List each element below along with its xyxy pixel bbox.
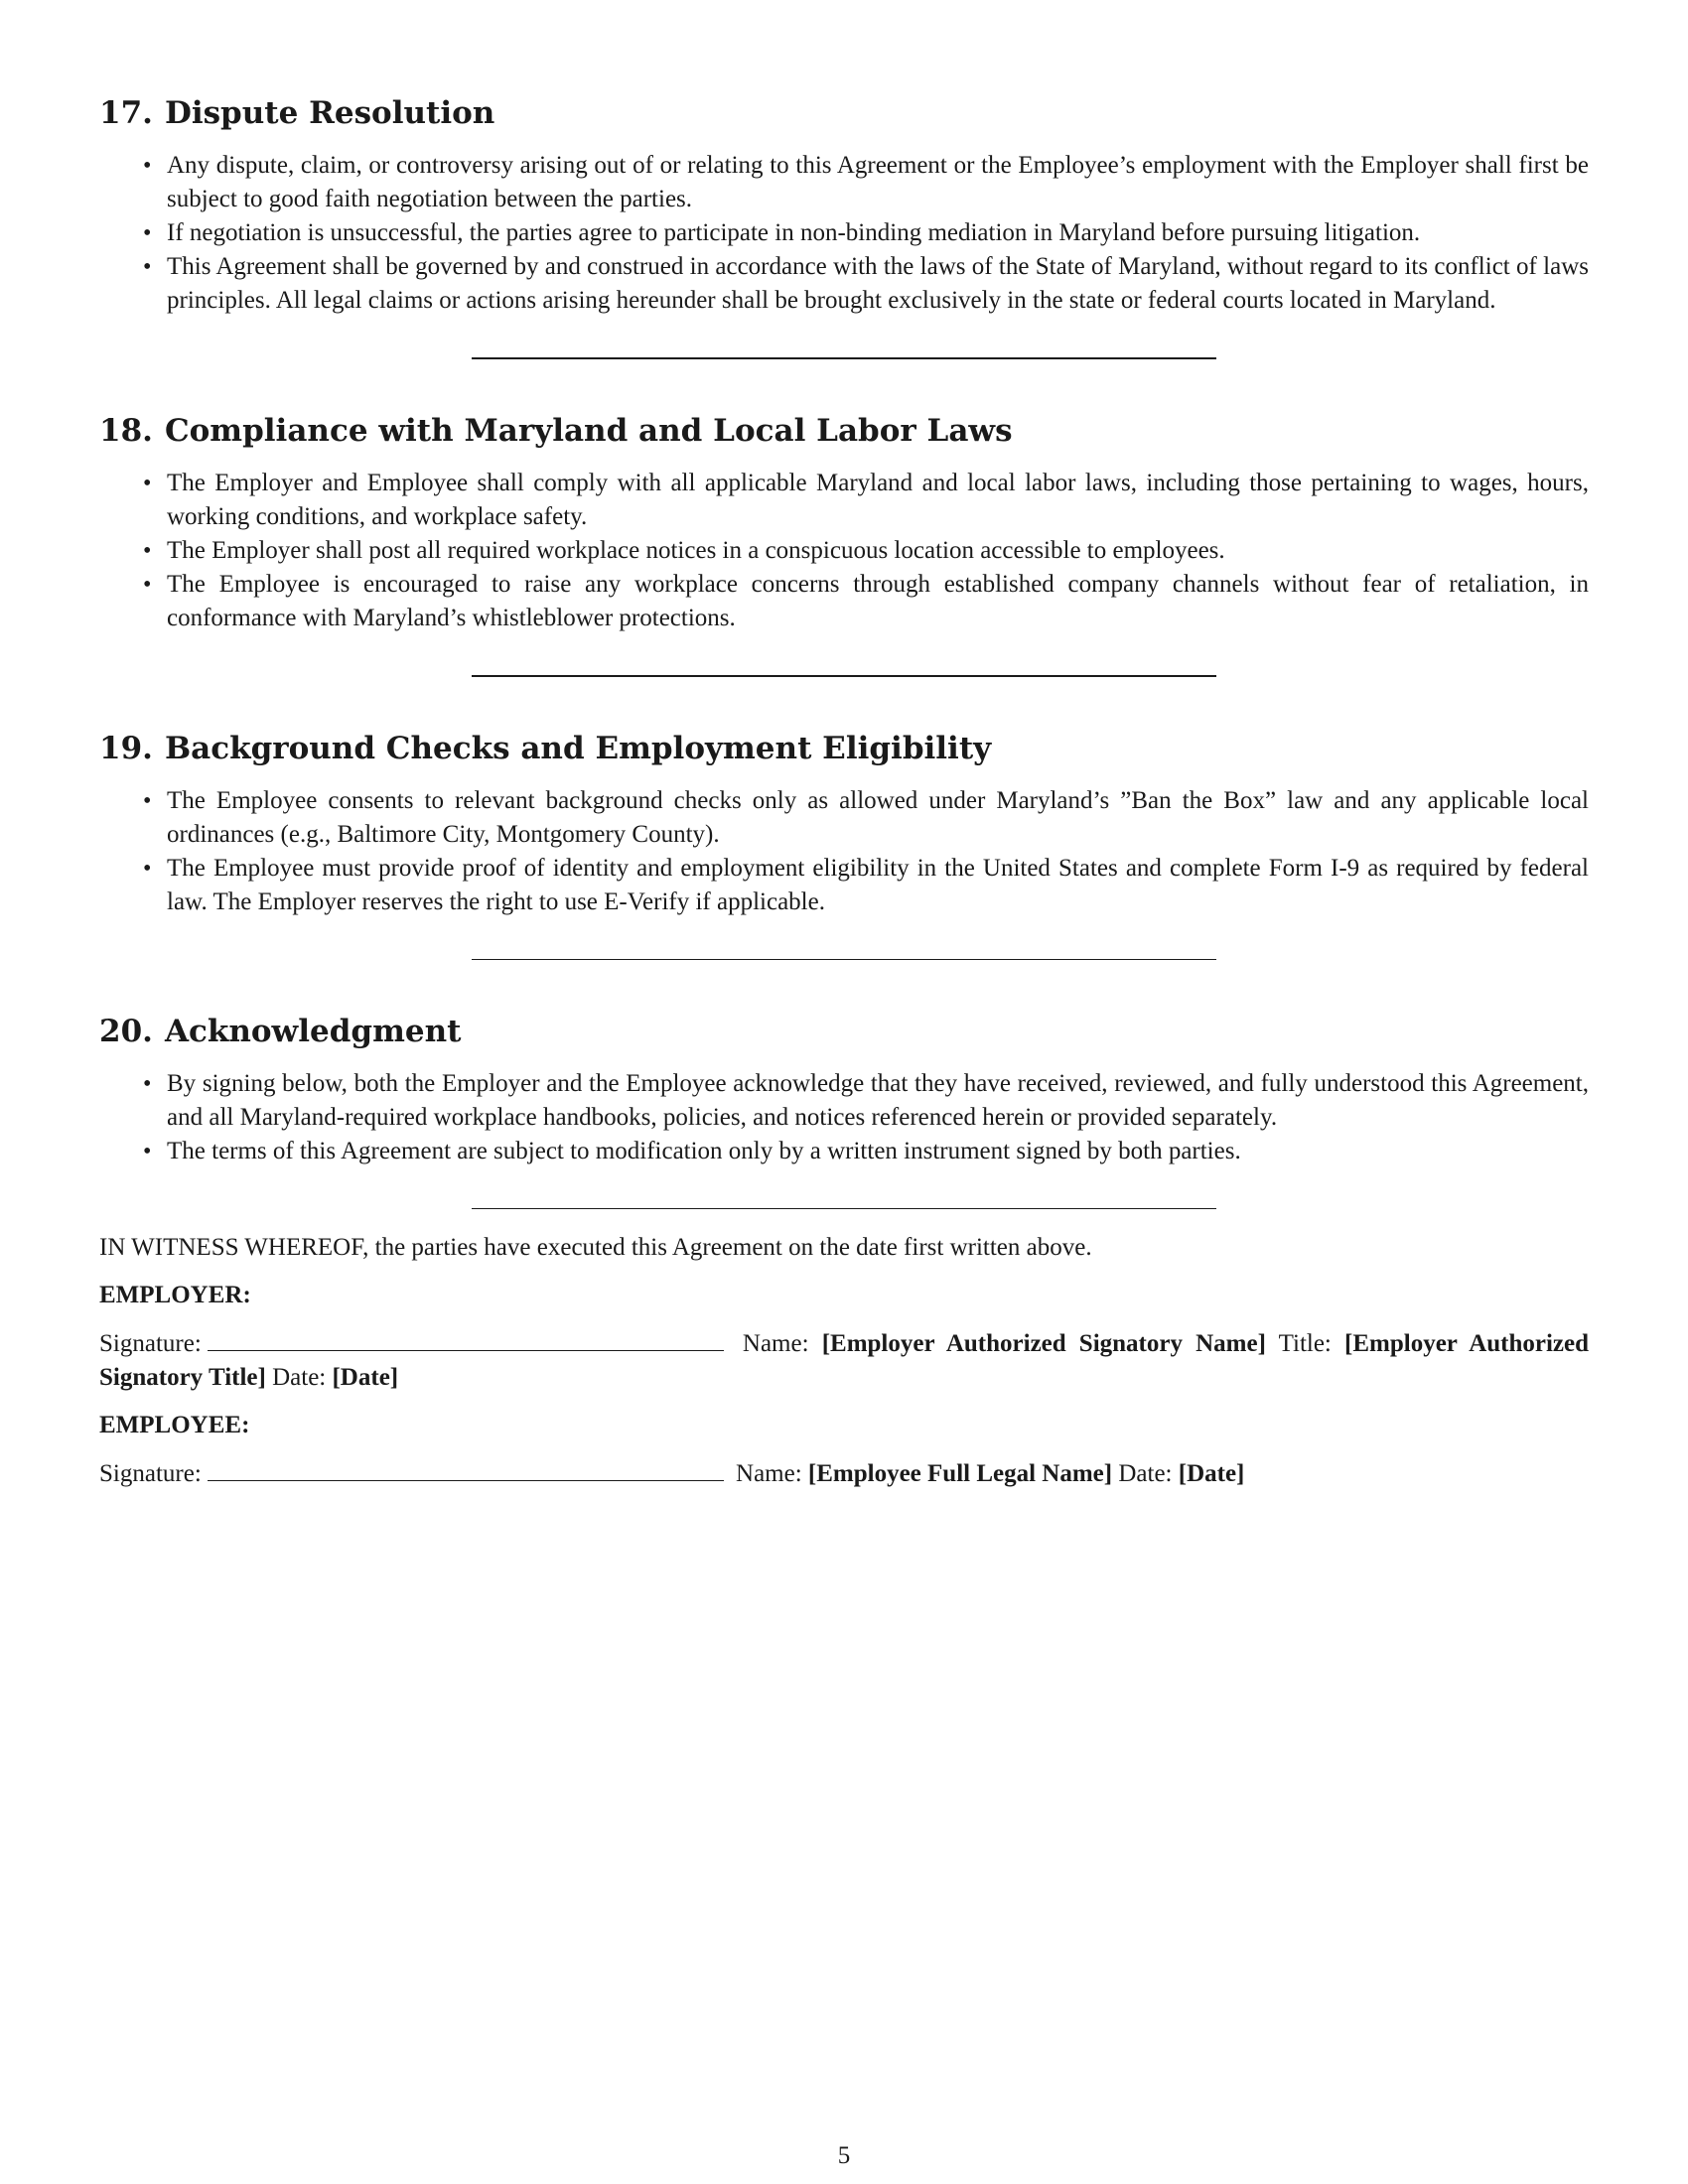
date-label: Date: bbox=[272, 1364, 327, 1391]
section-19 bbox=[99, 725, 1589, 919]
list-item: • The Employee is encouraged to raise any workplace concerns through established company channels without fear of retaliation, in conformance with Maryland’s whistleblower protections. bbox=[99, 568, 1589, 635]
section-list bbox=[99, 149, 1589, 318]
date-label: Date: bbox=[1118, 1460, 1173, 1487]
list-item: • The Employer and Employee shall comply with all applicable Maryland and local labor laws, including those pertaining to wages, hours, working conditions, and workplace safety. bbox=[99, 467, 1589, 534]
employee-heading: EMPLOYEE: bbox=[99, 1412, 250, 1438]
section-divider bbox=[472, 675, 1216, 677]
title-label: Title: bbox=[1278, 1330, 1332, 1357]
list-item: • If negotiation is unsuccessful, the parties agree to participate in non-binding mediation in Maryland before pursuing litigation. bbox=[99, 216, 1589, 250]
employee-signature-line[interactable] bbox=[208, 1456, 724, 1481]
employer-signature-block bbox=[99, 1326, 1589, 1395]
section-17 bbox=[99, 89, 1589, 318]
section-heading: 17. Dispute Resolution bbox=[99, 95, 495, 131]
section-divider bbox=[472, 357, 1216, 359]
witness-statement: IN WITNESS WHEREOF, the parties have executed this Agreement on the date first written above. bbox=[99, 1234, 1092, 1261]
employee-signature-block bbox=[99, 1456, 1589, 1491]
name-label: Name: bbox=[736, 1460, 802, 1487]
section-heading: 20. Acknowledgment bbox=[99, 1014, 462, 1049]
signature-label: Signature: bbox=[99, 1460, 202, 1487]
list-item: • By signing below, both the Employer and the Employee acknowledge that they have received, reviewed, and fully understood this Agreement, and all Maryland-required workplace handbooks, policies, and notices referenced herein or provided separately. bbox=[99, 1067, 1589, 1135]
section-heading: 19. Background Checks and Employment Eligibility bbox=[99, 731, 992, 766]
section-divider bbox=[472, 1208, 1216, 1209]
list-item: • The Employee must provide proof of identity and employment eligibility in the United States and complete Form I-9 as required by federal law. The Employer reserves the right to use E-Verify if applicable. bbox=[99, 852, 1589, 919]
employer-signature-line[interactable] bbox=[208, 1326, 724, 1351]
employer-name-value: [Employer Authorized Signatory Name] bbox=[821, 1330, 1266, 1357]
employee-date-value: [Date] bbox=[1178, 1460, 1245, 1487]
employer-heading: EMPLOYER: bbox=[99, 1282, 251, 1308]
list-item: • The Employer shall post all required workplace notices in a conspicuous location accessible to employees. bbox=[99, 534, 1589, 568]
section-list bbox=[99, 1067, 1589, 1168]
section-list bbox=[99, 784, 1589, 919]
list-item: • This Agreement shall be governed by and construed in accordance with the laws of the State of Maryland, without regard to its conflict of laws principles. All legal claims or actions arising hereunder shall be brought exclusively in the state or federal courts located in Maryland. bbox=[99, 250, 1589, 318]
employee-name-value: [Employee Full Legal Name] bbox=[807, 1460, 1113, 1487]
list-item: • The terms of this Agreement are subject to modification only by a written instrument signed by both parties. bbox=[99, 1135, 1589, 1168]
name-label: Name: bbox=[742, 1330, 809, 1357]
employer-date-value: [Date] bbox=[332, 1364, 399, 1391]
list-item: • Any dispute, claim, or controversy arising out of or relating to this Agreement or the Employee’s employment with the Employer shall first be subject to good faith negotiation between the parties. bbox=[99, 149, 1589, 216]
page-number: 5 bbox=[837, 2142, 851, 2169]
signature-label: Signature: bbox=[99, 1330, 202, 1357]
section-divider bbox=[472, 959, 1216, 960]
employer-title-value: [Employer Authorized Signatory Title] bbox=[99, 1330, 1590, 1391]
list-item: • The Employee consents to relevant background checks only as allowed under Maryland’s ”Ban the Box” law and any applicable local ordinances (e.g., Baltimore City, Montgomery County). bbox=[99, 784, 1589, 852]
section-20 bbox=[99, 1008, 1589, 1168]
document-page bbox=[99, 89, 1589, 1491]
section-list bbox=[99, 467, 1589, 635]
section-18 bbox=[99, 407, 1589, 635]
section-heading: 18. Compliance with Maryland and Local Labor Laws bbox=[99, 413, 1013, 449]
